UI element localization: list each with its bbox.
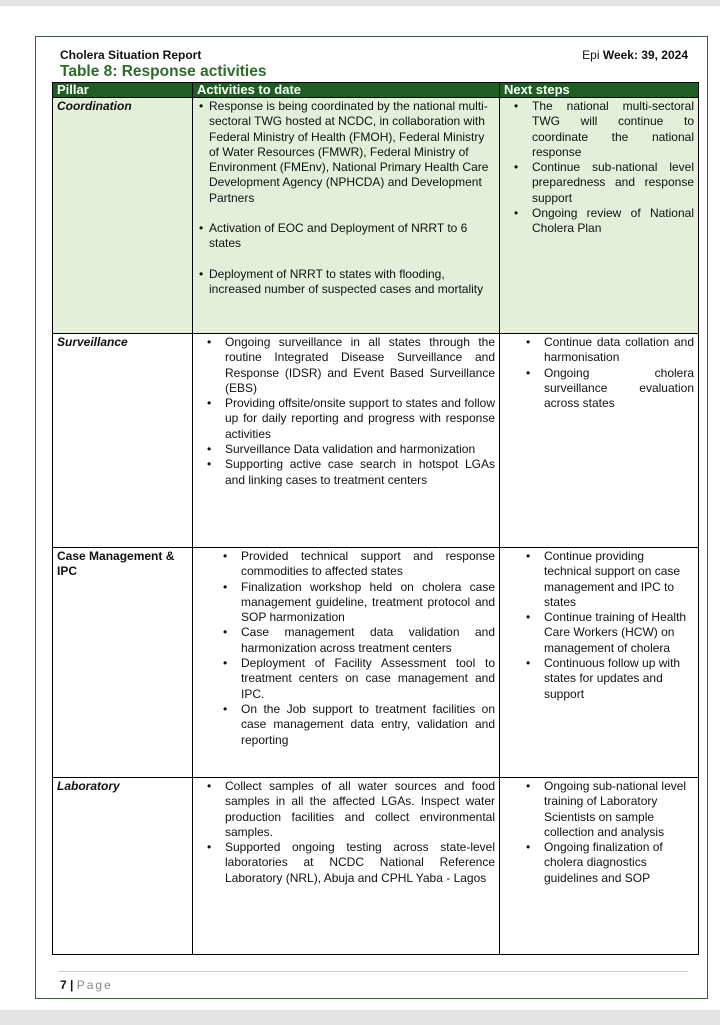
report-title: Cholera Situation Report — [60, 48, 202, 62]
list-item: • Deployment of NRRT to states with flooding, increased number of suspected cases and mortality — [209, 267, 495, 298]
table-caption: Table 8: Response activities — [60, 63, 267, 80]
list-item: • Continue providing technical support on case management and IPC to states — [544, 549, 694, 610]
list-item: • Ongoing review of National Cholera Plan — [532, 206, 694, 237]
pillar-cell: Case Management & IPC — [53, 548, 193, 778]
list-item: • Providing offsite/onsite support to states and follow up for daily reporting and progress with response activities — [225, 396, 495, 442]
list-item: • Provided technical support and response commodities to affected states — [241, 549, 495, 580]
list-item: • Deployment of Facility Assessment tool to treatment centers on case management and IPC. — [241, 656, 495, 702]
document-page — [0, 6, 720, 1010]
pillar-cell: Coordination — [53, 98, 193, 334]
table-row — [53, 548, 699, 778]
list-item: • Supported ongoing testing across state-level laboratories at NCDC National Reference Laboratory (NRL), Abuja and CPHL Yaba - Lagos — [225, 840, 495, 886]
activities-cell — [193, 548, 500, 778]
list-item: • Continue data collation and harmonisation — [544, 335, 694, 366]
activities-cell — [193, 334, 500, 548]
list-item: • Continue sub-national level preparedness and response support — [532, 160, 694, 206]
next-steps-cell — [500, 778, 699, 955]
list-item: • Ongoing sub-national level training of Laboratory Scientists on sample collection and analysis — [544, 779, 694, 840]
list-item: • The national multi-sectoral TWG will continue to coordinate the national response — [532, 99, 694, 160]
footer-divider — [58, 971, 688, 972]
activities-cell — [193, 98, 500, 334]
list-item: • Finalization workshop held on cholera case management guideline, treatment protocol and SOP harmonization — [241, 580, 495, 626]
list-item: • Response is being coordinated by the national multi-sectoral TWG hosted at NCDC, in collaboration with Federal Ministry of Health (FMOH), Federal Ministry of Water Resources (FMWR), Federal Ministry of Environment (FMEnv), National Primary Health Care Development Agency (NPHCDA) and Development Partners — [209, 99, 495, 206]
column-header-activities: Activities to date — [193, 83, 500, 98]
list-item: • Surveillance Data validation and harmonization — [225, 442, 495, 457]
table-row — [53, 98, 699, 334]
list-item: • Ongoing finalization of cholera diagnostics guidelines and SOP — [544, 840, 694, 886]
page-footer: 7 | Page — [60, 978, 113, 992]
list-item: • Continue training of Health Care Workers (HCW) on management of cholera — [544, 610, 694, 656]
activities-cell — [193, 778, 500, 955]
list-item: • Ongoing surveillance in all states through the routine Integrated Disease Surveillance and Response (IDSR) and Event Based Surveillance (EBS) — [225, 335, 495, 396]
next-steps-cell — [500, 98, 699, 334]
next-steps-cell — [500, 548, 699, 778]
list-item: • Supporting active case search in hotspot LGAs and linking cases to treatment centers — [225, 457, 495, 488]
response-activities-table — [52, 82, 699, 955]
pillar-cell: Laboratory — [53, 778, 193, 955]
list-item: • Activation of EOC and Deployment of NRRT to 6 states — [209, 221, 495, 252]
table-row — [53, 334, 699, 548]
table-header-row — [53, 83, 699, 98]
table-row — [53, 778, 699, 955]
column-header-next-steps: Next steps — [500, 83, 699, 98]
list-item: • Ongoing cholera surveillance evaluation across states — [544, 366, 694, 412]
list-item: • Case management data validation and harmonization across treatment centers — [241, 625, 495, 656]
list-item: • On the Job support to treatment facilities on case management data entry, validation and reporting — [241, 702, 495, 748]
epi-week: Epi Week: 39, 2024 — [582, 48, 688, 62]
list-item: • Collect samples of all water sources and food samples in all the affected LGAs. Inspect water production facilities and collect environmental samples. — [225, 779, 495, 840]
list-item: • Continuous follow up with states for updates and support — [544, 656, 694, 702]
column-header-pillar: Pillar — [53, 83, 193, 98]
next-steps-cell — [500, 334, 699, 548]
pillar-cell: Surveillance — [53, 334, 193, 548]
